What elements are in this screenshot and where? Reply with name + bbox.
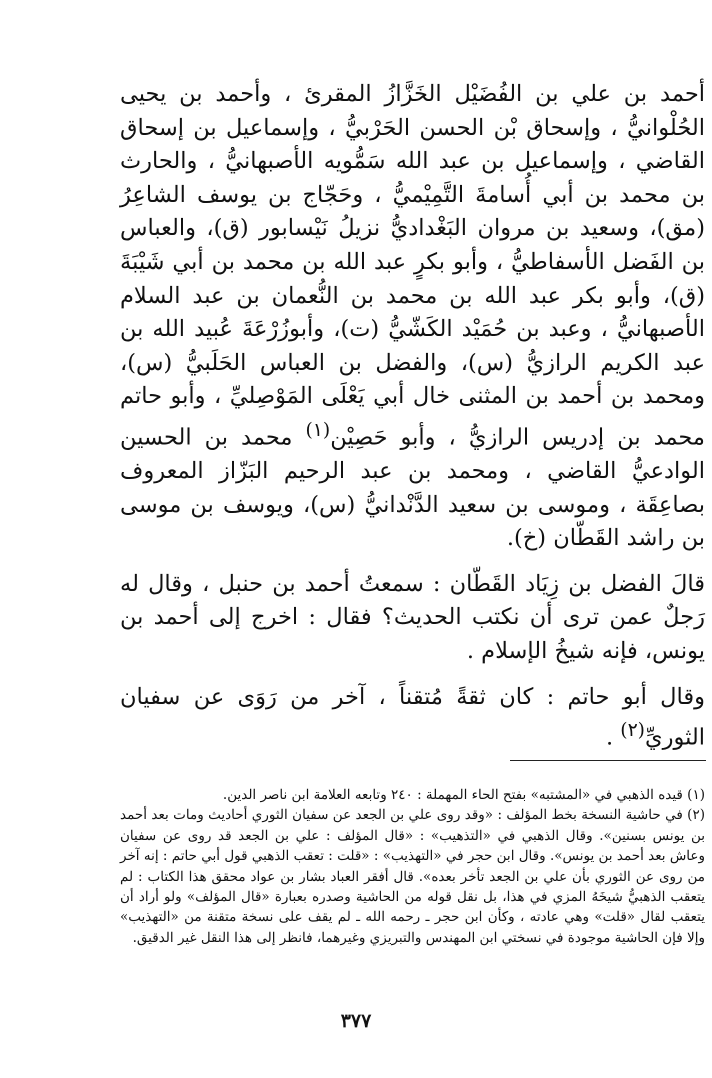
footnote-ref-1: (١) [305, 419, 331, 441]
paragraph-narrators [120, 78, 705, 556]
page-number: ٣٧٧ [340, 1010, 372, 1032]
footnote-2: (٢) في حاشية النسخة بخط المؤلف : «وقد روى علي بن الجعد عن سفيان الثوري أحاديث ومات بعد أحمد بن يونس بسنين». وقال الذهبي في «التذهيب» : «قال المؤلف : علي بن الجعد قد روى عن سفيان وعاش بعد أحمد بن يونس». وقال ابن حجر في «التهذيب» : «قلت : تعقب الذهبي قول أبي حاتم : إنه آخر من روى عن الثوري بأن علي بن الجعد تأخر بعده». قال أفقر العباد بشار بن عواد محقق هذا الكتاب : لم يتعقب الذهبيُّ شيخَهُ المزي في هذا، بل نقل قوله من الحاشية وصدره بعبارة «قال المؤلف» ولو أراد أن يتعقب لقال «قلت» وهي عادته ، وكأن ابن حجر ـ رحمه الله ـ لم يقف على نسخة متقنة من «التهذيب» وإلا فإن الحاشية موجودة في نسختي ابن المهندس والتبريزي وغيرهما، فانظر إلى هذا النقل غير الدقيق. [120, 807, 705, 946]
footnote-ref-2: (٢) [620, 720, 645, 742]
paragraph-quote: قالَ الفضل بن زِيَاد القَطّان : سمعتُ أحمد بن حنبل ، وقال له رَجلٌ عمن ترى أن نكتب الحديث؟ فقال : اخرج إلى أحمد بن يونس، فإنه شيخُ الإسلام . [120, 570, 705, 664]
footnote-1: (١) قيده الذهبي في «المشتبه» بفتح الحاء المهملة : ٢٤٠ وتابعه العلامة ابن ناصر الدين. [222, 787, 705, 803]
paragraph-abu-hatim-text: وقال أبو حاتم : كان ثقةً مُتقناً ، آخر من رَوَى عن سفيان الثوريِّ [120, 683, 705, 751]
paragraph-narrators-continued: محمد بن الحسين الوادعيُّ القاضي ، ومحمد بن عبد الرحيم البَزّاز المعروف بصاعِقَة ، وموسى بن سعيد الدَّنْدانيُّ (س)، ويوسف بن موسى بن راشد القَطّان (خ). [120, 424, 705, 552]
footnote-separator [510, 760, 706, 761]
paragraph-abu-hatim [120, 681, 705, 756]
main-text [120, 78, 705, 755]
paragraph-abu-hatim-end: . [605, 724, 621, 751]
paragraph-narrators-text: أحمد بن علي بن الفُضَيْل الخَزَّازُ المقرئ ، وأحمد بن يحيى الحُلْوانيُّ ، وإسحاق بْن الحسن الحَرْبيُّ ، وإسماعيل بن إسحاق القاضي ، وإسماعيل بن عبد الله سَمُّويه الأصبهانيُّ ، والحارث بن محمد بن أبي أُسامةَ التَّمِيْميُّ ، وحَجّاج بن يوسف الشاعِرُ (مق)، وسعيد بن مروان البَغْداديُّ نزيلُ نَيْسابور (ق)، والعباس بن الفَضل الأسفاطيُّ ، وأبو بكرٍ عبد الله بن محمد بن أبي شَيْبَةَ (ق)، وأبو بكر عبد الله بن محمد بن النُّعمان بن عبد السلام الأصبهانيُّ ، وعبد بن حُمَيْد الكَشّيُّ (ت)، وأبوزُرْعَةَ عُبيد الله بن عبد الكريم الرازيُّ (س)، والفضل بن العباس الحَلَبيُّ (س)، ومحمد بن أحمد بن المثنى خال أبي يَعْلَى المَوْصِليِّ ، وأبو حاتم محمد بن إدريس الرازيُّ ، وأبو حَصِيْن [120, 81, 705, 451]
footnotes [120, 785, 705, 948]
